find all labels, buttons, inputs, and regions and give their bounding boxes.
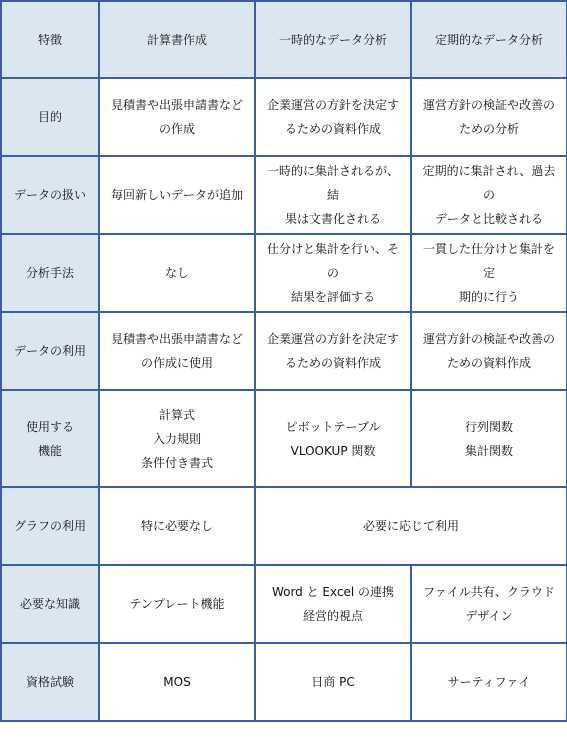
text-line: 集計関数 xyxy=(464,443,513,458)
table-cell xyxy=(255,312,411,390)
table-cell xyxy=(255,643,411,721)
header-cell-periodic-analysis: 定期的なデータ分析 xyxy=(411,1,567,78)
text-line: デザイン xyxy=(465,609,513,623)
row-label xyxy=(1,643,99,721)
text-line: 見積書や出張申請書など xyxy=(110,98,243,112)
text-line: 経営的視点 xyxy=(302,609,363,623)
header-cell-feature: 特徴 xyxy=(1,1,99,78)
row-label xyxy=(1,78,99,156)
table-row xyxy=(1,78,567,156)
text-line: 条件付き書式 xyxy=(140,455,213,470)
text-line: るための資料作成 xyxy=(284,122,381,136)
table-row xyxy=(1,390,567,487)
table-cell xyxy=(255,78,411,156)
text-line: MOS xyxy=(163,675,191,689)
text-line: 計算式 xyxy=(158,407,195,422)
text-line: サーティファイ xyxy=(447,675,531,689)
text-line: 一時的に集計されるが、結 xyxy=(266,164,399,202)
table-row xyxy=(1,643,567,721)
text-line: データの利用 xyxy=(13,344,86,358)
text-line: 運営方針の検証や改善の xyxy=(422,332,555,346)
text-line: 期的に行う xyxy=(458,290,519,304)
text-line: テンプレート機能 xyxy=(129,597,225,611)
row-label xyxy=(1,156,99,234)
table-cell xyxy=(99,643,255,721)
row-label xyxy=(1,565,99,643)
table-cell xyxy=(411,156,567,234)
table-cell xyxy=(411,390,567,487)
text-line: 目的 xyxy=(37,110,62,124)
text-line: 資格試験 xyxy=(25,675,74,689)
table-cell xyxy=(99,156,255,234)
text-line: 毎回新しいデータが追加 xyxy=(110,188,243,202)
table-row xyxy=(1,156,567,234)
text-line: の作成に使用 xyxy=(140,356,213,370)
text-line: 果は文書化される xyxy=(284,212,381,226)
text-line: 必要に応じて利用 xyxy=(362,519,459,533)
table-header-row xyxy=(1,1,567,78)
table-row xyxy=(1,312,567,390)
table-cell xyxy=(99,390,255,487)
text-line: 企業運営の方針を決定す xyxy=(266,332,399,346)
text-line: 日商 PC xyxy=(311,675,355,689)
text-line: るための資料作成 xyxy=(284,356,381,370)
text-line: ファイル共有、クラウド xyxy=(423,585,555,599)
text-line: ための分析 xyxy=(458,122,519,136)
row-label xyxy=(1,390,99,487)
text-line: 機能 xyxy=(37,443,62,458)
table-cell xyxy=(255,156,411,234)
row-label xyxy=(1,234,99,312)
table-cell xyxy=(411,565,567,643)
text-line: 分析手法 xyxy=(25,266,74,280)
table-cell xyxy=(411,643,567,721)
text-line: データの扱い xyxy=(13,188,86,202)
text-line: データと比較される xyxy=(434,212,543,226)
table-cell xyxy=(255,390,411,487)
text-line: 運営方針の検証や改善の xyxy=(422,98,555,112)
header-cell-temporary-analysis: 一時的なデータ分析 xyxy=(255,1,411,78)
row-label xyxy=(1,487,99,565)
text-line: ピボットテーブル xyxy=(285,419,381,434)
text-line: 一貫した仕分けと集計を定 xyxy=(422,242,555,280)
table-cell xyxy=(99,234,255,312)
text-line: VLOOKUP 関数 xyxy=(290,443,376,458)
row-label xyxy=(1,312,99,390)
table-row xyxy=(1,487,567,565)
table-cell xyxy=(411,312,567,390)
text-line: ための資料作成 xyxy=(446,356,531,370)
table-cell xyxy=(99,312,255,390)
table-cell xyxy=(411,234,567,312)
text-line: 仕分けと集計を行い、その xyxy=(266,242,399,280)
text-line: 結果を評価する xyxy=(290,290,375,304)
table-cell xyxy=(411,78,567,156)
text-line: 入力規則 xyxy=(152,431,201,446)
table-row xyxy=(1,565,567,643)
text-line: なし xyxy=(164,266,189,280)
table-cell xyxy=(99,78,255,156)
text-line: グラフの利用 xyxy=(13,519,86,533)
header-cell-calculation: 計算書作成 xyxy=(99,1,255,78)
table-cell xyxy=(99,565,255,643)
text-line: 使用する xyxy=(25,419,74,434)
table-cell xyxy=(255,234,411,312)
table-cell xyxy=(255,565,411,643)
text-line: 定期的に集計され、過去の xyxy=(422,164,556,202)
text-line: 特に必要なし xyxy=(140,519,213,533)
text-line: Word と Excel の連携 xyxy=(271,585,395,599)
text-line: 必要な知識 xyxy=(19,597,80,611)
text-line: 見積書や出張申請書など xyxy=(110,332,243,346)
text-line: 行列関数 xyxy=(464,419,513,434)
table-cell xyxy=(99,487,255,565)
text-line: 企業運営の方針を決定す xyxy=(266,98,399,112)
table-row xyxy=(1,234,567,312)
table-cell-merged xyxy=(255,487,567,565)
text-line: の作成 xyxy=(158,122,195,136)
